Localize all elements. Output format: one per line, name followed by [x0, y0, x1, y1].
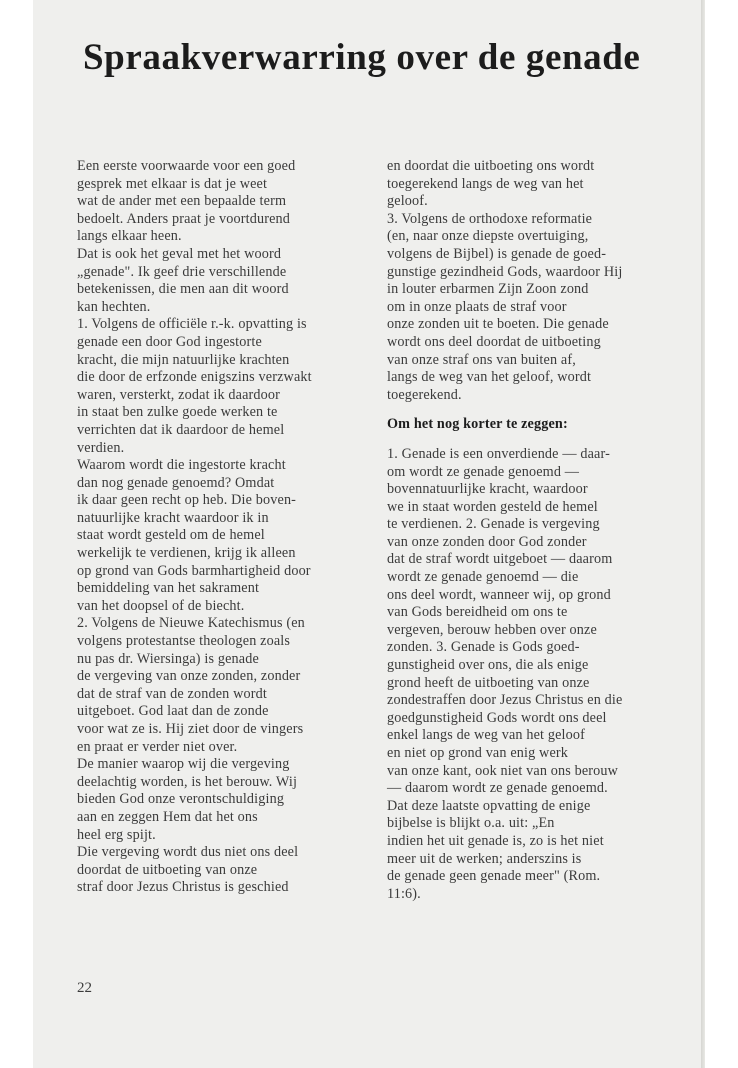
text-line: wordt ons deel doordat de uitboeting: [387, 333, 601, 350]
text-line: om in onze plaats de straf voor: [387, 298, 567, 315]
text-line: dat de straf wordt uitgeboet — daarom: [387, 551, 613, 568]
text-line: langs de weg van het geloof, wordt: [387, 369, 592, 386]
text-line: bedoelt. Anders praat je voortdurend: [77, 210, 291, 227]
text-line: betekenissen, die men aan dit woord: [77, 281, 289, 298]
text-line: goedgunstigheid Gods wordt ons deel: [387, 709, 607, 726]
text-line: uitgeboet. God laat dan de zonde: [77, 703, 269, 720]
text-line: Die vergeving wordt dus niet ons deel: [77, 844, 299, 861]
text-line: Dat deze laatste opvatting de enige: [387, 797, 591, 814]
text-line: bieden God onze verontschuldiging: [77, 791, 285, 808]
text-line: 1. Volgens de officiële r.-k. opvatting is: [77, 316, 307, 333]
text-line: meer uit de werken; anderszins is: [387, 850, 582, 867]
text-line: we in staat worden gesteld de hemel: [387, 498, 598, 515]
text-line: volgens protestantse theologen zoals: [77, 633, 291, 650]
text-line: Een eerste voorwaarde voor een goed: [77, 158, 296, 174]
text-line: in louter erbarmen Zijn Zoon zond: [387, 281, 589, 298]
text-line: om wordt ze genade genoemd —: [387, 463, 580, 480]
text-line: 11:6).: [387, 885, 421, 902]
text-line: de genade geen genade meer" (Rom.: [387, 868, 601, 885]
text-line: straf door Jezus Christus is geschied: [77, 879, 289, 896]
text-line: die door de erfzonde enigszins verzwakt: [77, 369, 312, 386]
text-line: van het doopsel of de biecht.: [77, 597, 245, 614]
text-line: volgens de Bijbel) is genade de goed-: [387, 245, 607, 262]
text-line: genade een door God ingestorte: [77, 333, 262, 350]
text-line: van onze zonden door God zonder: [387, 533, 587, 550]
right-column-bottom: [387, 446, 699, 903]
text-line: 2. Volgens de Nieuwe Katechismus (en: [77, 615, 305, 632]
text-line: zonden. 3. Genade is Gods goed-: [387, 639, 580, 656]
text-line: enkel langs de weg van het geloof: [387, 727, 585, 744]
text-line: verrichten dat ik daardoor de hemel: [77, 421, 285, 438]
text-line: natuurlijke kracht waardoor ik in: [77, 509, 269, 526]
right-column-top: [387, 158, 699, 404]
text-line: en praat er verder niet over.: [77, 738, 238, 755]
right-column: [387, 158, 699, 903]
text-line: dan nog genade genoemd? Omdat: [77, 474, 275, 491]
text-line: indien het uit genade is, zo is het niet: [387, 832, 604, 849]
text-line: onze zonden uit te boeten. Die genade: [387, 316, 609, 333]
text-line: op grond van Gods barmhartigheid door: [77, 562, 311, 579]
text-line: van Gods bereidheid om ons te: [387, 604, 568, 621]
text-line: heel erg spijt.: [77, 826, 156, 843]
text-line: doordat de uitboeting van onze: [77, 861, 258, 878]
text-line: dat de straf van de zonden wordt: [77, 685, 267, 702]
text-line: toegerekend langs de weg van het: [387, 175, 584, 192]
text-line: gunstige gezindheid Gods, waardoor Hij: [387, 263, 623, 280]
text-line: „genade". Ik geef drie verschillende: [77, 263, 287, 280]
text-line: verdien.: [77, 439, 125, 456]
text-line: ik daar geen recht op heb. Die boven-: [77, 492, 297, 509]
text-line: aan en zeggen Hem dat het ons: [77, 808, 258, 825]
text-line: toegerekend.: [387, 386, 462, 403]
text-line: bemiddeling van het sakrament: [77, 580, 260, 597]
text-line: werkelijk te verdienen, krijg ik alleen: [77, 545, 296, 562]
text-line: geloof.: [387, 193, 428, 210]
text-line: en doordat die uitboeting ons wordt: [387, 158, 595, 174]
text-line: van onze straf ons van buiten af,: [387, 351, 576, 368]
text-line: en niet op grond van enig werk: [387, 745, 569, 761]
text-line: voor wat ze is. Hij ziet door de vingers: [77, 721, 304, 737]
page-number: 22: [77, 980, 92, 996]
text-line: staat wordt gesteld om de hemel: [77, 527, 265, 544]
text-line: Waarom wordt die ingestorte kracht: [77, 457, 286, 474]
text-line: wordt ze genade genoemd — die: [387, 569, 579, 586]
text-line: 1. Genade is een onverdiende — daar-: [387, 445, 610, 462]
text-line: — daarom wordt ze genade genoemd.: [387, 780, 608, 797]
page-title: Spraakverwarring over de genade: [83, 37, 641, 78]
page-edge-shadow: [701, 0, 705, 1068]
text-line: bovennatuurlijke kracht, waardoor: [387, 481, 588, 498]
text-line: langs elkaar heen.: [77, 228, 182, 245]
text-line: wat de ander met een bepaalde term: [77, 193, 287, 210]
left-column: [77, 158, 377, 897]
text-line: vergeven, berouw hebben over onze: [387, 621, 597, 638]
text-line: in staat ben zulke goede werken te: [77, 404, 278, 421]
text-line: gesprek met elkaar is dat je weet: [77, 175, 268, 192]
text-line: van onze kant, ook niet van ons berouw: [387, 762, 619, 779]
text-line: waren, versterkt, zodat ik daardoor: [77, 386, 281, 403]
text-line: zondestraffen door Jezus Christus en die: [387, 692, 623, 709]
text-line: De manier waarop wij die vergeving: [77, 756, 290, 773]
text-line: te verdienen. 2. Genade is vergeving: [387, 516, 600, 533]
text-line: grond heeft de uitboeting van onze: [387, 674, 590, 691]
page: [33, 0, 705, 1068]
text-line: kracht, die mijn natuurlijke krachten: [77, 351, 290, 368]
text-line: 3. Volgens de orthodoxe reformatie: [387, 210, 593, 227]
subheading: Om het nog korter te zeggen:: [387, 416, 568, 433]
text-line: nu pas dr. Wiersinga) is genade: [77, 650, 259, 667]
text-line: Dat is ook het geval met het woord: [77, 245, 282, 262]
text-line: gunstigheid over ons, die als enige: [387, 657, 589, 674]
text-line: bijbelse is blijkt o.a. uit: „En: [387, 815, 555, 832]
text-line: deelachtig worden, is het berouw. Wij: [77, 773, 298, 790]
text-line: de vergeving van onze zonden, zonder: [77, 668, 301, 685]
text-line: kan hechten.: [77, 298, 151, 315]
text-line: ons deel wordt, wanneer wij, op grond: [387, 586, 611, 603]
text-line: (en, naar onze diepste overtuiging,: [387, 228, 589, 245]
